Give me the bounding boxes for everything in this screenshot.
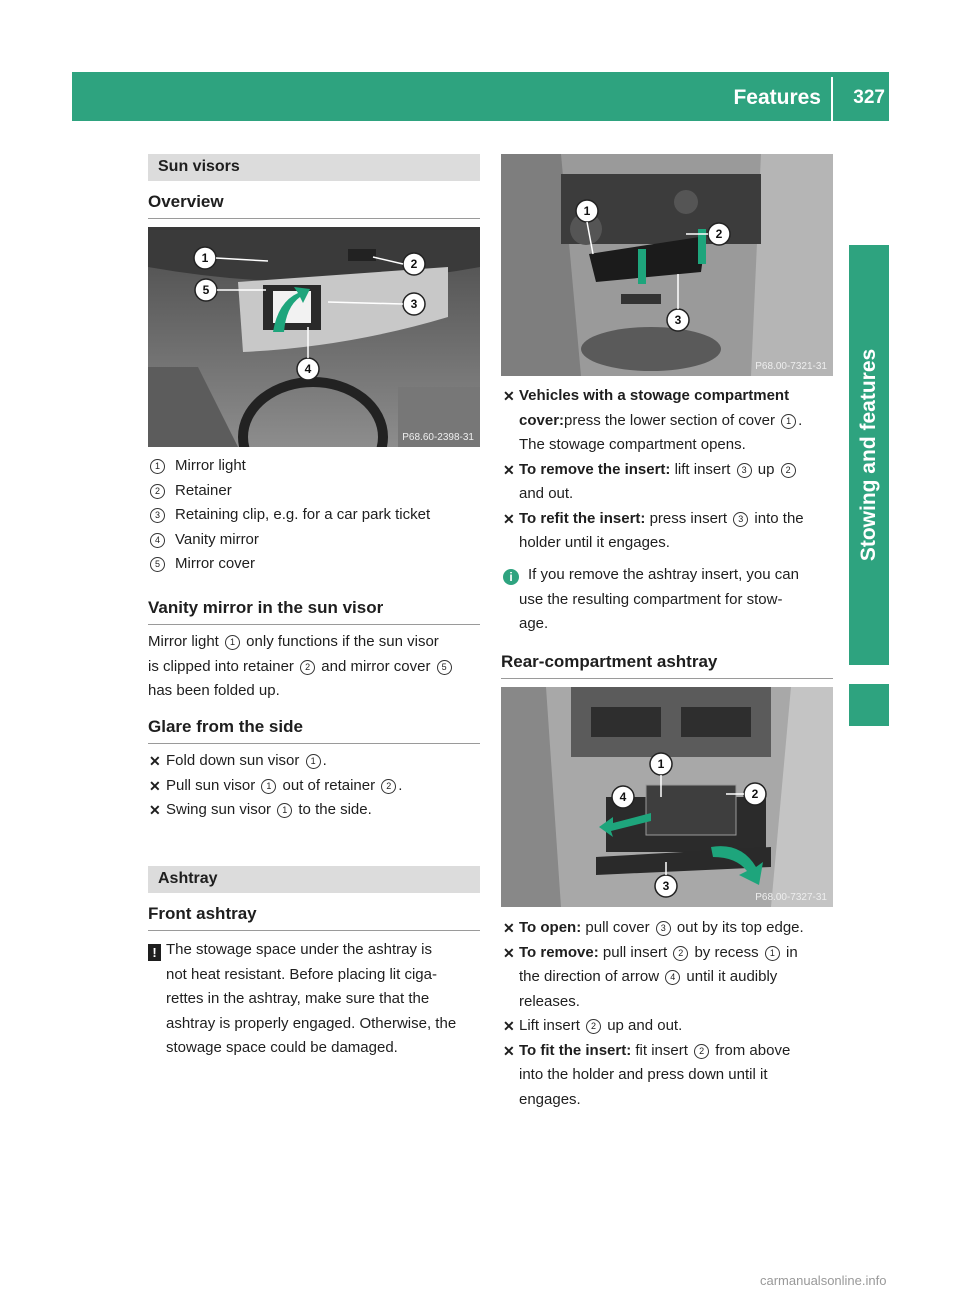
heading-front-ashtray: Front ashtray <box>148 904 480 931</box>
text-run: into the holder and press down until it <box>519 1066 768 1083</box>
svg-text:3: 3 <box>674 313 682 327</box>
text-line <box>519 1088 581 1113</box>
warning-line: The stowage space under the ashtray is <box>166 941 432 958</box>
legend-number <box>148 479 167 504</box>
callout-number: 2 <box>381 779 396 794</box>
svg-text:1: 1 <box>583 204 591 218</box>
text-line <box>166 774 402 799</box>
text-line <box>519 1014 682 1039</box>
callout-number: 2 <box>673 946 688 961</box>
sun-visor-image <box>148 227 480 447</box>
text-run: . <box>398 776 403 794</box>
text-run: press the lower section of cover <box>564 411 780 429</box>
legend-number <box>148 552 167 577</box>
header-divider <box>831 77 833 121</box>
footer-watermark: carmanualsonline.info <box>760 1273 887 1288</box>
callout-number: 1 <box>306 754 321 769</box>
text-line <box>519 965 777 990</box>
callout-number: 1 <box>781 414 796 429</box>
step-arrow-icon: ✕ <box>503 461 515 478</box>
callout-number: 3 <box>656 921 671 936</box>
text-run: pull cover <box>581 919 654 936</box>
callout-number: 2 <box>586 1019 601 1034</box>
callout-number: 1 <box>277 803 292 818</box>
side-tab-label: Stowing and features <box>857 348 881 562</box>
svg-text:1: 1 <box>201 251 209 265</box>
text-line <box>519 409 802 434</box>
text-run: . <box>322 752 327 769</box>
text-line <box>166 749 327 774</box>
legend-label: Mirror cover <box>175 555 256 572</box>
text-line <box>519 1039 790 1064</box>
text-run: has been folded up. <box>148 682 280 699</box>
warning-icon: ! <box>148 944 161 961</box>
text-line <box>519 531 670 556</box>
step-arrow-icon: ✕ <box>503 510 515 527</box>
side-tab <box>849 245 889 665</box>
step-label: To open: <box>519 919 582 936</box>
step-label: To fit the insert: <box>519 1041 632 1059</box>
text-run: fit insert <box>631 1041 693 1059</box>
step-label: Vehicles with a stowage compartment <box>519 387 790 404</box>
heading-rear-ashtray: Rear-compartment ashtray <box>501 652 833 679</box>
rear-ashtray-image <box>501 687 833 907</box>
legend-label: Retainer <box>175 481 232 499</box>
section-band-sun-visors: Sun visors <box>148 154 480 181</box>
text-run: up <box>753 460 779 478</box>
text-line <box>519 941 798 966</box>
text-line <box>148 630 439 655</box>
svg-text:1: 1 <box>657 757 665 771</box>
front-ashtray-image <box>501 154 833 376</box>
callout-number: 4 <box>150 533 165 548</box>
callout-number: 3 <box>733 512 748 527</box>
callout-number: 2 <box>694 1044 709 1059</box>
text-run: engages. <box>519 1090 581 1108</box>
step-arrow-icon: ✕ <box>503 944 515 961</box>
warning-line: not heat resistant. Before placing lit ciga- <box>166 965 437 983</box>
warning-line: rettes in the ashtray, make sure that the <box>166 990 430 1007</box>
page-number: 327 <box>853 87 885 108</box>
text-run: The stowage compartment opens. <box>519 436 746 453</box>
step-arrow-icon: ✕ <box>503 1042 515 1059</box>
step-arrow-icon: ✕ <box>149 802 161 818</box>
legend-number <box>148 503 167 528</box>
heading-vanity-mirror: Vanity mirror in the sun visor <box>148 598 480 625</box>
text-line <box>519 990 580 1015</box>
svg-text:5: 5 <box>202 283 210 297</box>
text-run: the direction of arrow <box>519 968 664 985</box>
text-run: out by its top edge. <box>672 919 804 936</box>
text-run: up and out. <box>603 1017 683 1034</box>
text-run: Pull sun visor <box>166 776 260 794</box>
callout-number: 3 <box>150 508 165 523</box>
text-run: releases. <box>519 992 580 1010</box>
text-run: until it audibly <box>682 968 778 985</box>
text-run: to the side. <box>294 801 372 818</box>
text-line <box>519 916 804 941</box>
step-label: To remove the insert: <box>519 460 675 478</box>
text-line <box>519 482 573 507</box>
step-label: To refit the insert: <box>519 509 650 527</box>
callout-number: 2 <box>781 463 796 478</box>
text-run: is clipped into retainer <box>148 657 299 675</box>
callout-number: 1 <box>765 946 780 961</box>
text-run: and out. <box>519 485 574 502</box>
header-title: Features <box>733 86 821 109</box>
svg-text:2: 2 <box>751 787 759 801</box>
text-run: by recess <box>690 943 763 961</box>
legend-label: Mirror light <box>175 457 246 474</box>
svg-text:4: 4 <box>619 790 627 804</box>
text-run: lift insert <box>674 460 735 478</box>
info-line: age. <box>519 615 549 632</box>
text-line <box>519 1063 768 1088</box>
legend-number <box>148 454 167 479</box>
image-ref: P68.00-7321-31 <box>755 361 827 372</box>
text-run: pull insert <box>598 943 672 961</box>
step-arrow-icon: ✕ <box>149 753 161 769</box>
text-run: . <box>798 411 803 429</box>
svg-text:3: 3 <box>662 879 670 893</box>
text-run: only functions if the sun visor <box>242 633 439 650</box>
step-arrow-icon: ✕ <box>149 777 161 794</box>
side-square-marker <box>849 684 889 726</box>
info-line: use the resulting compartment for stow- <box>519 590 783 608</box>
image-ref: P68.60-2398-31 <box>402 432 474 443</box>
text-line <box>166 798 372 823</box>
warning-line: stowage space could be damaged. <box>166 1039 398 1056</box>
svg-text:3: 3 <box>410 297 418 311</box>
text-run: into the <box>750 509 804 527</box>
step-label: To remove: <box>519 943 599 961</box>
warning-line: ashtray is properly engaged. Otherwise, the <box>166 1014 457 1032</box>
text-line <box>519 458 798 483</box>
text-run: Mirror light <box>148 633 224 650</box>
callout-number: 2 <box>300 660 315 675</box>
text-run: cover: <box>519 411 565 429</box>
legend-number <box>148 528 167 553</box>
image-ref: P68.00-7327-31 <box>755 892 827 903</box>
svg-text:4: 4 <box>304 362 312 376</box>
callout-number: 4 <box>665 970 680 985</box>
svg-text:2: 2 <box>410 257 418 271</box>
page-header <box>72 72 889 121</box>
heading-overview: Overview <box>148 192 480 219</box>
legend-label: Vanity mirror <box>175 530 259 548</box>
text-run: press insert <box>649 509 732 527</box>
text-run: in <box>781 943 798 961</box>
info-icon: i <box>503 569 519 585</box>
step-arrow-icon: ✕ <box>503 920 515 936</box>
heading-glare: Glare from the side <box>148 717 480 744</box>
callout-number: 5 <box>437 660 452 675</box>
text-run: Lift insert <box>519 1017 585 1034</box>
step-arrow-icon: ✕ <box>503 1018 515 1034</box>
step-arrow-icon: ✕ <box>503 388 515 404</box>
text-line <box>148 679 280 704</box>
text-run: from above <box>711 1041 791 1059</box>
text-line <box>519 507 804 532</box>
text-run: Swing sun visor <box>166 801 276 818</box>
section-band-ashtray: Ashtray <box>148 866 480 893</box>
callout-number: 1 <box>261 779 276 794</box>
callout-number: 1 <box>225 635 240 650</box>
text-line <box>519 433 746 458</box>
text-run: out of retainer <box>278 776 380 794</box>
legend-label: Retaining clip, e.g. for a car park ticket <box>175 506 431 523</box>
callout-number: 3 <box>737 463 752 478</box>
callout-number: 1 <box>150 459 165 474</box>
text-run: Fold down sun visor <box>166 752 304 769</box>
info-line: If you remove the ashtray insert, you can <box>528 566 799 583</box>
callout-number: 5 <box>150 557 165 572</box>
callout-number: 2 <box>150 484 165 499</box>
text-line <box>148 655 454 680</box>
text-run: and mirror cover <box>317 657 435 675</box>
svg-text:2: 2 <box>715 227 723 241</box>
text-run: holder until it engages. <box>519 534 670 551</box>
